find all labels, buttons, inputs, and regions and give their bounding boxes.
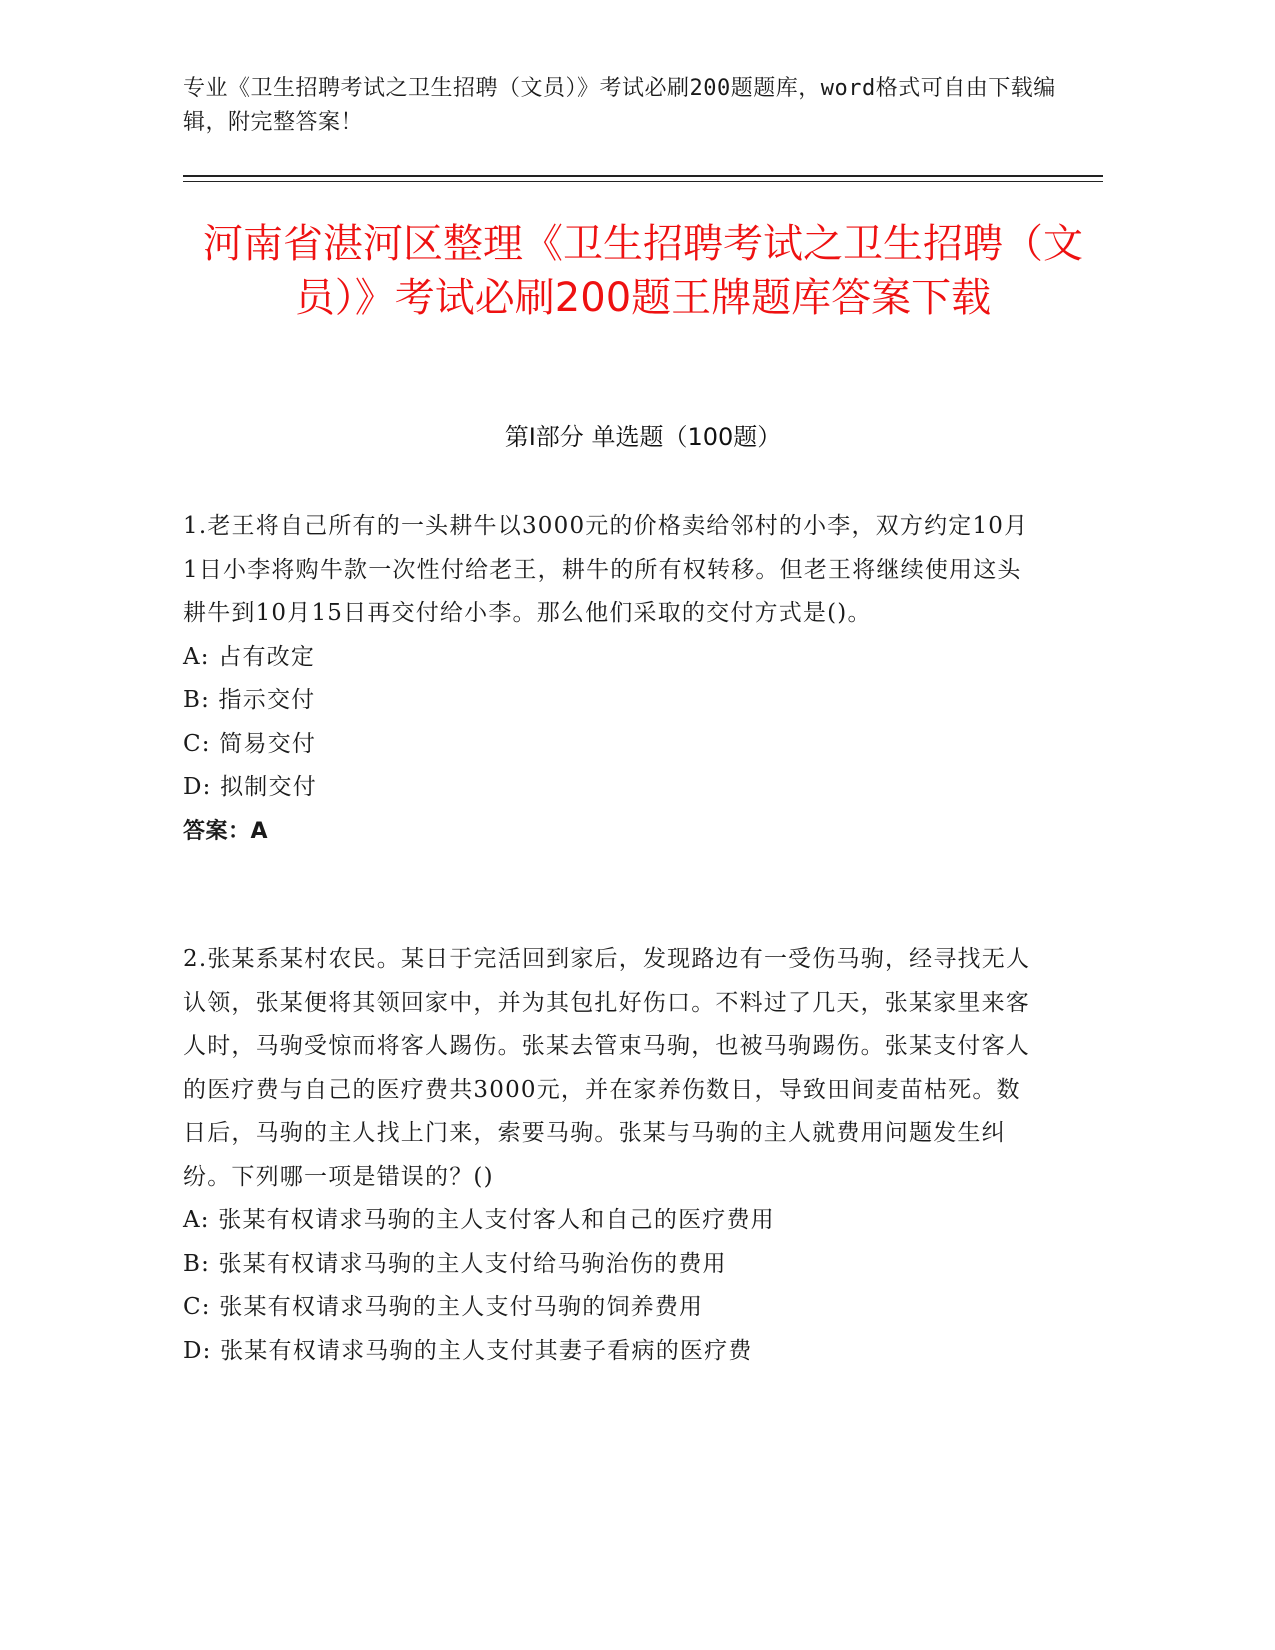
option-d: D: 张某有权请求马驹的主人支付其妻子看病的医疗费: [183, 1337, 753, 1364]
section-title: 第Ⅰ部分 单选题（100题）: [504, 423, 782, 451]
option-c: C: 简易交付: [183, 730, 317, 757]
answer-line: 答案：A: [183, 818, 269, 844]
question-stem: 2.张某系某村农民。某日于完活回到家后，发现路边有一受伤马驹，经寻找无人认领，张某便将其领回家中，并为其包扎好伤口。不料过了几天，张某家里来客人时，马驹受惊而将客人踢伤。张某去管束马驹，也被马驹踢伤。张某支付客人的医疗费与自己的医疗费共3000元，并在家养伤数日，导致田间麦苗枯死。数日后，马驹的主人找上门来，索要马驹。张某与马驹的主人就费用问题发生纠纷。下列哪一项是错误的？(): [183, 946, 1031, 1190]
question-2: [183, 938, 1033, 1373]
header-divider-thin: [183, 181, 1103, 182]
document-title: 河南省湛河区整理《卫生招聘考试之卫生招聘（文员）》考试必刷200题王牌题库答案下载: [203, 221, 1083, 321]
option-b: B: 张某有权请求马驹的主人支付给马驹治伤的费用: [183, 1250, 727, 1277]
option-c: C: 张某有权请求马驹的主人支付马驹的饲养费用: [183, 1294, 704, 1320]
header-note: 专业《卫生招聘考试之卫生招聘（文员）》考试必刷200题题库，word格式可自由下载编辑，附完整答案！: [183, 76, 1056, 135]
option-d: D: 拟制交付: [183, 774, 317, 800]
question-stem: 1.老王将自己所有的一头耕牛以3000元的价格卖给邻村的小李，双方约定10月1日小李将购牛款一次性付给老王，耕牛的所有权转移。但老王将继续使用这头耕牛到10月15日再交付给小李。那么他们采取的交付方式是()。: [183, 513, 1029, 626]
question-1: [183, 505, 1033, 853]
option-a: A: 占有改定: [183, 643, 316, 670]
option-a: A: 张某有权请求马驹的主人支付客人和自己的医疗费用: [183, 1207, 775, 1233]
header-divider-thick: [183, 175, 1103, 177]
option-b: B: 指示交付: [183, 687, 316, 713]
